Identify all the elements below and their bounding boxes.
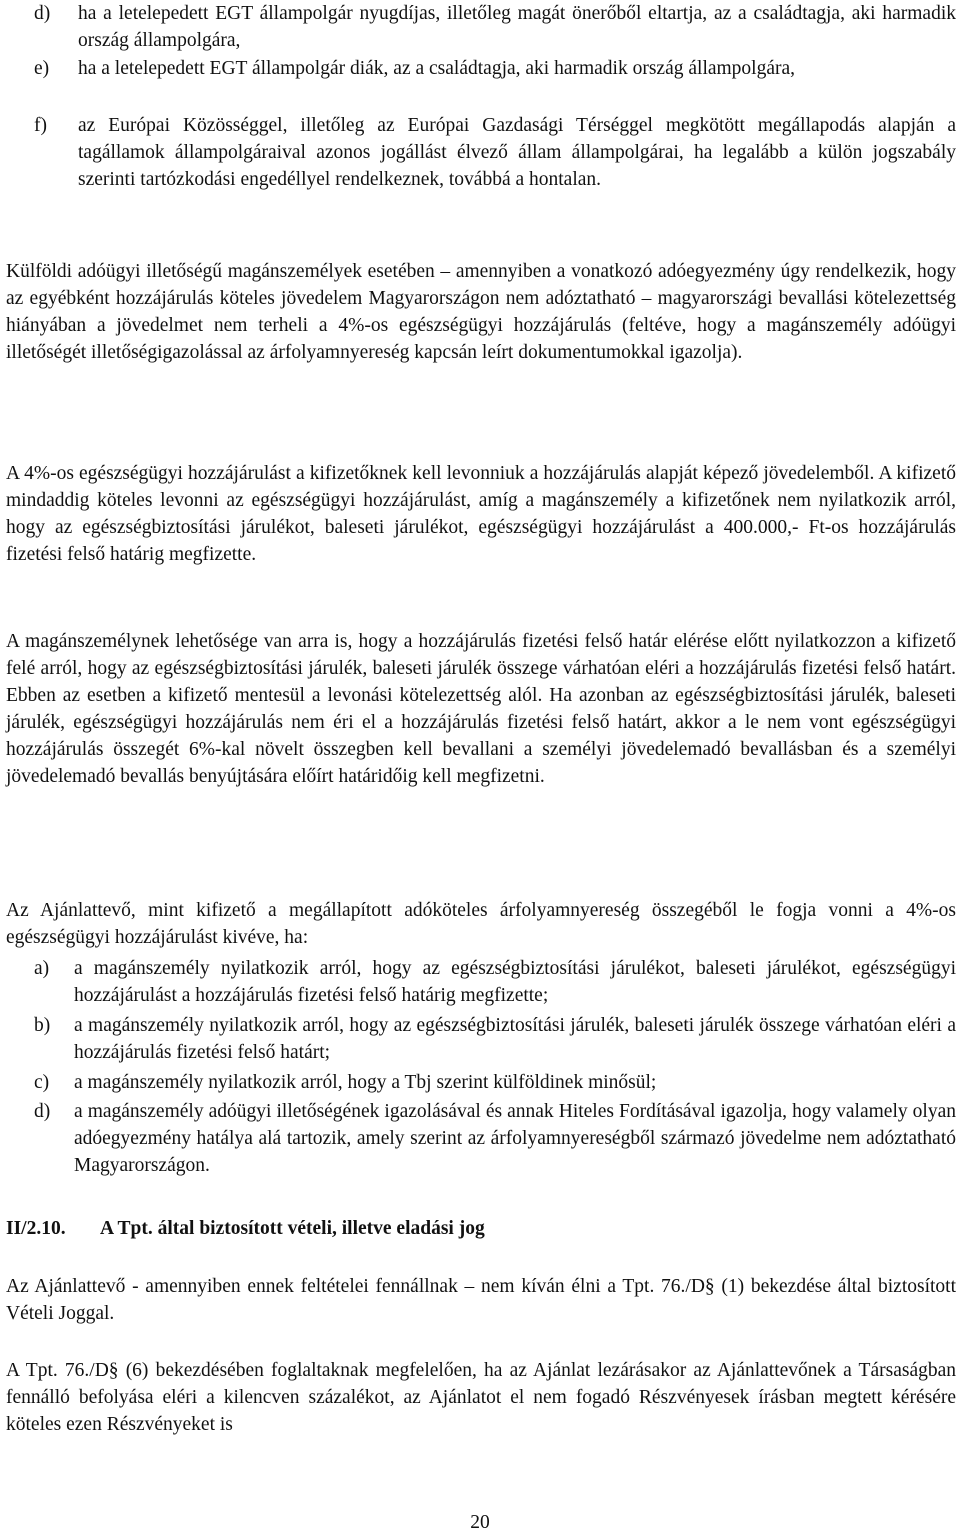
list-item-text: a magánszemély nyilatkozik arról, hogy a Tbj szerint külföldinek minősül; bbox=[74, 1072, 657, 1093]
paragraph: Külföldi adóügyi illetőségű magánszemélyek esetében – amennyiben a vonatkozó adóegyezmény úgy rendelkezik, hogy az egyébként hozzájárulás köteles jövedelem Magyarországon nem adóztatható – magyarországi bevallási kötelezettség hiányában a jövedelmet nem terheli a 4%-os egészségügyi hozzájárulás (feltéve, hogy a magánszemély adóügyi illetőségét illetőségigazolással az árfolyamnyereség kapcsán leírt dokumentumokkal igazolja). bbox=[6, 261, 956, 363]
list-item-text: a magánszemély nyilatkozik arról, hogy az egészségbiztosítási járulékot, baleseti járulékot, egészségügyi hozzájárulást a hozzájárulás fizetési felső határig megfizette; bbox=[74, 958, 956, 1006]
paragraph: A magánszemélynek lehetősége van arra is, hogy a hozzájárulás fizetési felső határ elérése előtt nyilatkozzon a kifizető felé arról, hogy az egészségbiztosítási járulék, baleseti járulék összege várhatóan eléri a hozzájárulás fizetési felső határt. Ebben az esetben a kifizető mentesül a levonási kötelezettség alól. Ha azonban az egészségbiztosítási járulék, baleseti járulék, egészségügyi hozzájárulás nem éri el a hozzájárulás fizetési felső határt, akkor a le nem vont egészségügyi hozzájárulás összegét 6%-kal növelt összegben kell bevallani a személyi jövedelemadó bevallásban és a személyi jövedelemadó bevallás benyújtására előírt határidőig kell megfizetni. bbox=[6, 631, 956, 787]
list-item-label: c) bbox=[34, 1072, 50, 1093]
list-item-text: a magánszemély adóügyi illetőségének igazolásával és annak Hiteles Fordításával igazolja, hogy valamely olyan adóegyezmény hatálya alá tartozik, amely szerint az árfolyamnyereségből származó jövedelme nem adóztatható Magyarországon. bbox=[74, 1101, 956, 1176]
list-item-label: b) bbox=[34, 1015, 51, 1036]
paragraph: A Tpt. 76./D§ (6) bekezdésében foglaltaknak megfelelően, ha az Ajánlat lezárásakor az Ajánlattevőnek a Társaságban fennálló befolyása eléri a kilencven százalékot, az Ajánlatot el nem fogadó Részvényesek írásban megtett kérésére köteles ezen Részvényeket is bbox=[6, 1360, 956, 1435]
list-item-label: d) bbox=[34, 3, 51, 24]
list-item bbox=[34, 112, 956, 193]
list-item-text: ha a letelepedett EGT állampolgár diák, az a családtagja, aki harmadik ország állampolgára, bbox=[78, 58, 796, 79]
list-item bbox=[34, 1069, 956, 1096]
paragraph: A 4%-os egészségügyi hozzájárulást a kifizetőknek kell levonniuk a hozzájárulás alapját képező jövedelemből. A kifizető mindaddig köteles levonni az egészségügyi hozzájárulást, amíg a magánszemély a kifizetőnek nem nyilatkozik arról, hogy az egészségbiztosítási járulékot, baleseti járulékot, egészségügyi hozzájárulást a 400.000,- Ft-os hozzájárulás fizetési felső határig megfizette. bbox=[6, 463, 956, 565]
paragraph: Az Ajánlattevő - amennyiben ennek feltételei fennállnak – nem kíván élni a Tpt. 76./D§ (1) bekezdése által biztosított Vételi Joggal. bbox=[6, 1276, 956, 1324]
list-item-label: a) bbox=[34, 958, 50, 979]
list-item bbox=[34, 0, 956, 54]
list-item-text: ha a letelepedett EGT állampolgár nyugdíjas, illetőleg magát önerőből eltartja, az a családtagja, aki harmadik ország állampolgára, bbox=[78, 3, 956, 51]
list-item-label: f) bbox=[34, 115, 47, 136]
list-item bbox=[34, 1012, 956, 1066]
section-number: II/2.10. bbox=[6, 1218, 66, 1239]
list-item-label: e) bbox=[34, 58, 50, 79]
list-item-label: d) bbox=[34, 1101, 51, 1122]
list-item-text: az Európai Közösséggel, illetőleg az Európai Gazdasági Térséggel megkötött megállapodás alapján a tagállamok állampolgáraival azonos jogállást élvező állam állampolgárai, ha legalább a külön jogszabály szerinti tartózkodási engedéllyel rendelkeznek, továbbá a hontalan. bbox=[78, 115, 956, 190]
list-item-text: a magánszemély nyilatkozik arról, hogy az egészségbiztosítási járulék, baleseti járulék összege várhatóan eléri a hozzájárulás fizetési felső határt; bbox=[74, 1015, 956, 1063]
section-title: A Tpt. által biztosított vételi, illetve eladási jog bbox=[100, 1218, 485, 1239]
list-item bbox=[34, 955, 956, 1009]
paragraph: Az Ajánlattevő, mint kifizető a megállapított adóköteles árfolyamnyereség összegéből le fogja vonni a 4%-os egészségügyi hozzájárulást kivéve, ha: bbox=[6, 900, 956, 948]
list-item bbox=[34, 1098, 956, 1179]
list-item bbox=[34, 55, 956, 82]
section-heading bbox=[6, 1215, 485, 1242]
page-number: 20 bbox=[470, 1512, 490, 1533]
